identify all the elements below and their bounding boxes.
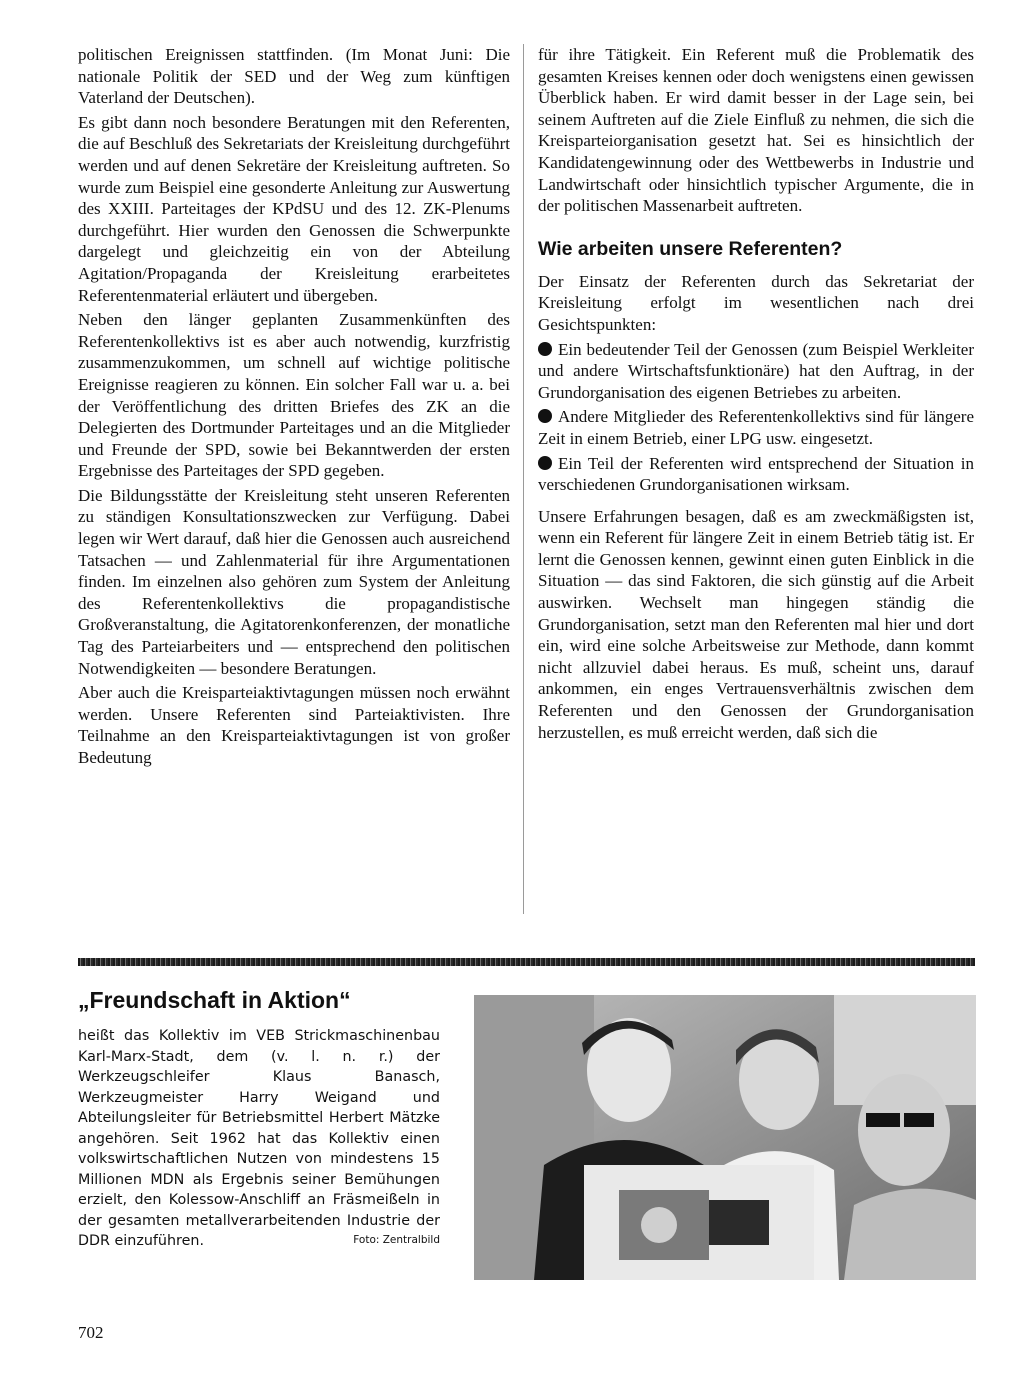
right-column (538, 44, 974, 746)
photo-credit: Foto: Zentralbild (353, 1233, 440, 1246)
bullet-text-2: Andere Mitglieder des Referentenkollektivs sind für längere Zeit in einem Betrieb, einer LPG usw. eingesetzt. (538, 407, 974, 448)
bullet-item-2 (538, 406, 974, 449)
bullet-dot-icon (538, 342, 552, 356)
page-number: 702 (78, 1323, 104, 1342)
left-paragraph-1: politischen Ereignissen stattfinden. (Im Monat Juni: Die nationale Politik der SED und der Weg zum künftigen Vaterland der Deutschen). (78, 45, 510, 108)
left-paragraph-4: Die Bildungsstätte der Kreisleitung steht unseren Referenten zu ständigen Konsultationszwecken zur Verfügung. Dabei legen wir Wert darauf, daß hier die Genossen auch ausreichend Tatsachen — und Zahlenmaterial für ihre Argumentationen finden. Im einzelnen also gehören zum System der Anleitung des Referentenkollektivs die propagandistische Großveranstaltung, die Agitatorenkonferenzen, der monatliche Tag des Parteiarbeiters und — entsprechend den politischen Notwendigkeiten — besondere Beratungen. (78, 485, 510, 678)
bullet-dot-icon (538, 456, 552, 470)
section-rule (78, 958, 975, 966)
bullet-dot-icon (538, 409, 552, 423)
right-lead-paragraph: Der Einsatz der Referenten durch das Sekretariat der Kreisleitung erfolgt im wesentlichen nach drei Gesichtspunkten: (538, 271, 974, 334)
bullet-text-1: Ein bedeutender Teil der Genossen (zum Beispiel Werkleiter und andere Wirtschaftsfunktionäre) hat den Auftrag, in der Grundorganisation des eigenen Betriebes zu arbeiten. (538, 339, 974, 402)
box-text: heißt das Kollektiv im VEB Strickmaschinenbau Karl-Marx-Stadt, dem (v. l. n. r.) der Werkzeugschleifer Klaus Banasch, Werkzeugmeister Harry Weigand und Abteilungsleiter für Betriebsmittel Herbert Mätzke angehören. Seit 1962 hat das Kollektiv einen volkswirtschaftlichen Nutzen von mindestens 15 Millionen MDN als Ergebnis seiner Bemühungen erzielt, den Kolessow-Anschliff an Fräsmeißeln in der gesamten metallverarbeitenden Industrie der DDR einzuführen. (78, 1028, 440, 1249)
left-column (78, 44, 510, 772)
box-title: „Freundschaft in Aktion“ (78, 987, 351, 1013)
photo-image (474, 995, 976, 1280)
left-paragraph-3: Neben den länger geplanten Zusammenkünften des Referentenkollektivs ist es aber auch notwendig, kurzfristig zusammenzukommen, um schnell auf wichtige politische Ereignisse reagieren zu können. Ein solcher Fall war u. a. bei der Veröffentlichung des dritten Briefes des ZK an die Delegierten des Dortmunder Parteitages und an die Mitglieder und Freunde der SPD, sowie bei Bekanntwerden der ersten Ergebnisse des Parteitages der SPD gegeben. (78, 310, 510, 481)
bullet-item-3 (538, 453, 974, 496)
left-paragraph-5: Aber auch die Kreisparteiaktivtagungen müssen noch erwähnt werden. Unsere Referenten sind Parteiaktivisten. Ihre Teilnahme an den Kreisparteiaktivtagungen ist von großer Bedeutung (78, 683, 510, 767)
bullet-text-3: Ein Teil der Referenten wird entsprechend der Situation in verschiedenen Grundorganisationen wirksam. (538, 453, 974, 495)
right-intro-paragraph: für ihre Tätigkeit. Ein Referent muß die Problematik des gesamten Kreises kennen oder doch wenigstens einen gewissen Überblick haben. Er wird damit besser in der Lage sein, bei seinem Auftreten auf die Ziele Einfluß zu nehmen, die sich die Kreisparteiorganisation gesetzt hat. Sei es hinsichtlich der Kandidatengewinnung oder des Wettbewerbs in Industrie und Landwirtschaft oder hinsichtlich typischer Argumente, die in der politischen Massenarbeit auftreten. (538, 45, 974, 216)
right-closing-paragraph: Unsere Erfahrungen besagen, daß es am zweckmäßigsten ist, wenn ein Referent für längere Zeit in einem Betrieb tätig ist. Er lernt die Genossen kennen, gewinnt einen guten Einblick in die Situation — das sind Faktoren, die sich günstig auf die Arbeit auswirken. Wechselt man hingegen ständig die Grundorganisation, setzt man den Referenten mal hier und dort ein, wird eine solche Arbeitsweise zur Methode, dann kommt nicht allzuviel dabei heraus. Es muß, scheint uns, darauf ankommen, ein enges Vertrauensverhältnis zwischen dem Referenten und den Genossen der Grundorganisation herzustellen, es muß erreicht werden, daß sich die (538, 506, 974, 742)
column-divider (523, 44, 524, 914)
photo-caption-box (78, 986, 440, 1252)
bullet-item-1 (538, 339, 974, 404)
section-heading: Wie arbeiten unsere Referenten? (538, 237, 843, 260)
photo-three-men-at-machine (474, 995, 976, 1280)
left-paragraph-2: Es gibt dann noch besondere Beratungen mit den Referenten, die auf Beschluß des Sekretariats der Kreisleitung durchgeführt werden und auf denen Sekretäre der Kreisleitung auftreten. So wurde zum Beispiel eine gesonderte Anleitung zur Auswertung des XXIII. Parteitages der KPdSU und des 12. ZK-Plenums durchgeführt. Hier wurden den Genossen die Schwerpunkte dargelegt und gleichzeitig ein von der Abteilung Agitation/Propaganda der Kreisleitung erarbeitetes Referentenmaterial erläutert und übergeben. (78, 112, 510, 305)
